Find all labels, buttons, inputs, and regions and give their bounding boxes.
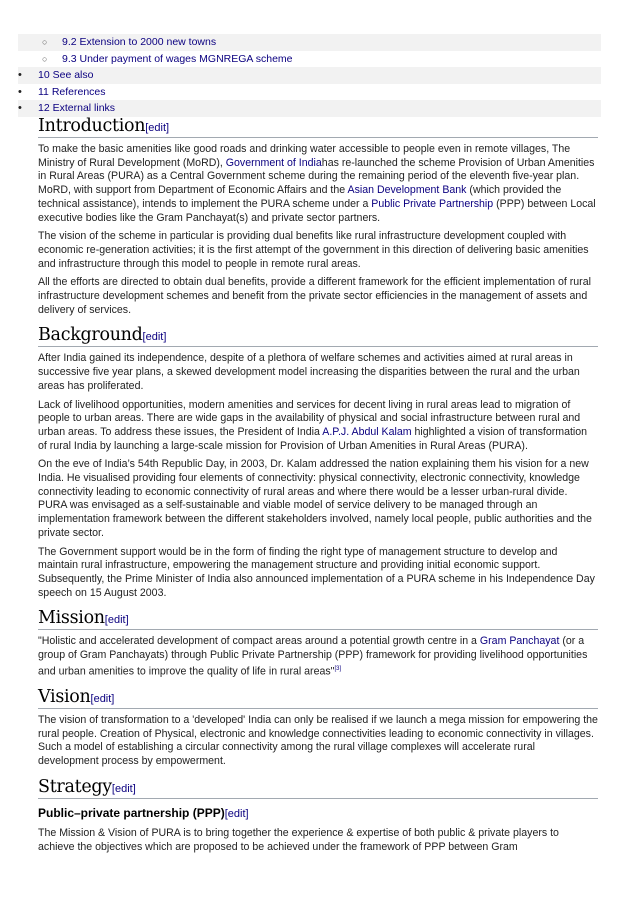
reference-link[interactable]: [3]	[334, 665, 342, 672]
hollow-bullet-icon: ○	[42, 37, 48, 47]
heading-text: Public–private partnership (PPP)	[38, 805, 225, 820]
toc-link[interactable]: 12 External links	[38, 102, 116, 114]
paragraph	[38, 143, 598, 225]
toc-link[interactable]: 11 References	[38, 85, 106, 98]
link-public-private-partnership[interactable]: Public Private Partnership	[371, 197, 494, 210]
section-heading-introduction	[38, 116, 598, 138]
edit-link[interactable]: [edit]	[142, 331, 167, 344]
text-run: (or a group of Gram Panchayats) through Public Private Partnership (PPP) framework for providing livelihood opportunities and urban amenities to improve the quality of life in rural areas"	[38, 635, 588, 678]
paragraph: The vision of transformation to a 'developed' India can only be realised if we launch a mega mission for empowering the rural people. Creation of Physical, electronic and knowledge connectivities leading to economic connectivity in villages. Such a model of establishing a circular connectivity among the rural village complexes will accelerate rural development process by empowerment.	[38, 714, 598, 768]
section-heading-vision	[38, 687, 598, 709]
toc-item[interactable]	[18, 34, 601, 51]
text-run: Lack of livelihood opportunities, modern amenities and services for decent living in rural areas lead to migration of people to urban areas. There are wide gaps in the availability of physical and social infrastructure between rural and urban areas. To address these issues, the President of India	[38, 398, 581, 438]
section-heading-background	[38, 325, 598, 347]
link-apj-abdul-kalam[interactable]: A.P.J. Abdul Kalam	[322, 425, 412, 438]
paragraph	[38, 635, 598, 679]
paragraph: All the efforts are directed to obtain dual benefits, provide a different framework for the efficient implementation of rural infrastructure development schemes and benefit from the private sector efficiencies in the management of assets and delivery of services.	[38, 276, 591, 316]
paragraph: After India gained its independence, despite of a plethora of welfare schemes and activities aimed at rural areas in successive five year plans, a skewed development model increasing the disparities between the rural and the urban areas has proliferated.	[38, 352, 580, 392]
heading-text: Background	[38, 325, 143, 346]
text-run: To make the basic amenities like good roads and drinking water accessible to people even in remote villages, The Ministry of Rural Development (MoRD),	[38, 143, 571, 169]
bullet-icon: •	[18, 85, 22, 98]
edit-link[interactable]: [edit]	[145, 122, 170, 134]
toc-link[interactable]: 9.3 Under payment of wages MGNREGA scheme	[62, 52, 293, 65]
subsection-heading-ppp	[38, 804, 598, 822]
paragraph: The Mission & Vision of PURA is to bring together the experience & expertise of both public & private players to achieve the objectives which are proposed to be achieved under the framework of PPP between Gram	[38, 826, 559, 853]
heading-text: Vision	[38, 687, 91, 708]
paragraph	[38, 399, 598, 454]
paragraph: The vision of the scheme in particular is providing dual benefits like rural infrastructure development coupled with economic re-generation activities; it is the first attempt of the government in this direction of delivering basic amenities and infrastructure through this model to people in remote rural areas.	[38, 230, 589, 270]
text-run: (which provided the technical assistance), intends to implement the PURA scheme under a	[38, 184, 562, 210]
table-of-contents	[18, 34, 601, 117]
heading-text: Introduction	[38, 116, 146, 136]
edit-link[interactable]: [edit]	[104, 614, 129, 627]
text-run: (PPP) between Local executive bodies like the Gram Panchayat(s) and private sector partners.	[38, 197, 596, 224]
link-government-of-india[interactable]: Government of India	[225, 156, 322, 169]
text-run: "Holistic and accelerated development of compact areas around a potential growth centre in a	[38, 635, 480, 648]
toc-item[interactable]	[18, 51, 601, 68]
heading-text: Mission	[38, 608, 105, 629]
heading-text: Strategy	[38, 776, 112, 797]
link-gram-panchayat[interactable]: Gram Panchayat	[479, 635, 560, 648]
section-heading-strategy	[38, 777, 598, 799]
bullet-icon: •	[18, 102, 22, 114]
toc-link[interactable]: 10 See also	[38, 69, 94, 81]
section-heading-mission	[38, 608, 598, 630]
toc-item[interactable]	[18, 67, 601, 84]
article-body	[38, 116, 598, 859]
toc-item[interactable]	[18, 84, 601, 101]
bullet-icon: •	[18, 69, 22, 81]
edit-link[interactable]: [edit]	[224, 807, 249, 820]
edit-link[interactable]: [edit]	[111, 782, 136, 795]
text-run: has re-launched the scheme Provision of Urban Amenities in Rural Areas (PURA) as a Central Government scheme during the remaining period of the eleventh five-year plan. MoRD, with support from Department of Economic Affairs and the	[38, 156, 595, 197]
toc-link[interactable]: 9.2 Extension to 2000 new towns	[62, 36, 217, 48]
toc-item[interactable]	[18, 100, 601, 117]
link-asian-development-bank[interactable]: Asian Development Bank	[347, 184, 467, 197]
hollow-bullet-icon: ○	[42, 53, 48, 64]
edit-link[interactable]: [edit]	[90, 693, 115, 706]
paragraph: The Government support would be in the form of finding the right type of management structure to develop and maintain rural infrastructure, empowering the management structure and providing initial economic support. Subsequently, the Prime Minister of India also announced implementation of a PURA scheme in his Independence Day speech on 15 August 2003.	[38, 545, 595, 599]
paragraph: On the eve of India’s 54th Republic Day, in 2003, Dr. Kalam addressed the nation explaining them his vision for a new India. He visualised providing four elements of connectivity: physical connectivity, electronic connectivity, knowledge connectivity leading to economic connectivity of rural areas and where there would be a lesser urban-rural divide. PURA was envisaged as a self-sustainable and viable model of service delivery to be managed through an implementation framework between the different stakeholders involved, namely local people, public authorities and the private sector.	[38, 458, 592, 539]
text-run: highlighted a vision of transformation of rural India by launching a large-scale mission for Provision of Urban Amenities in Rural Areas (PURA).	[38, 425, 588, 452]
